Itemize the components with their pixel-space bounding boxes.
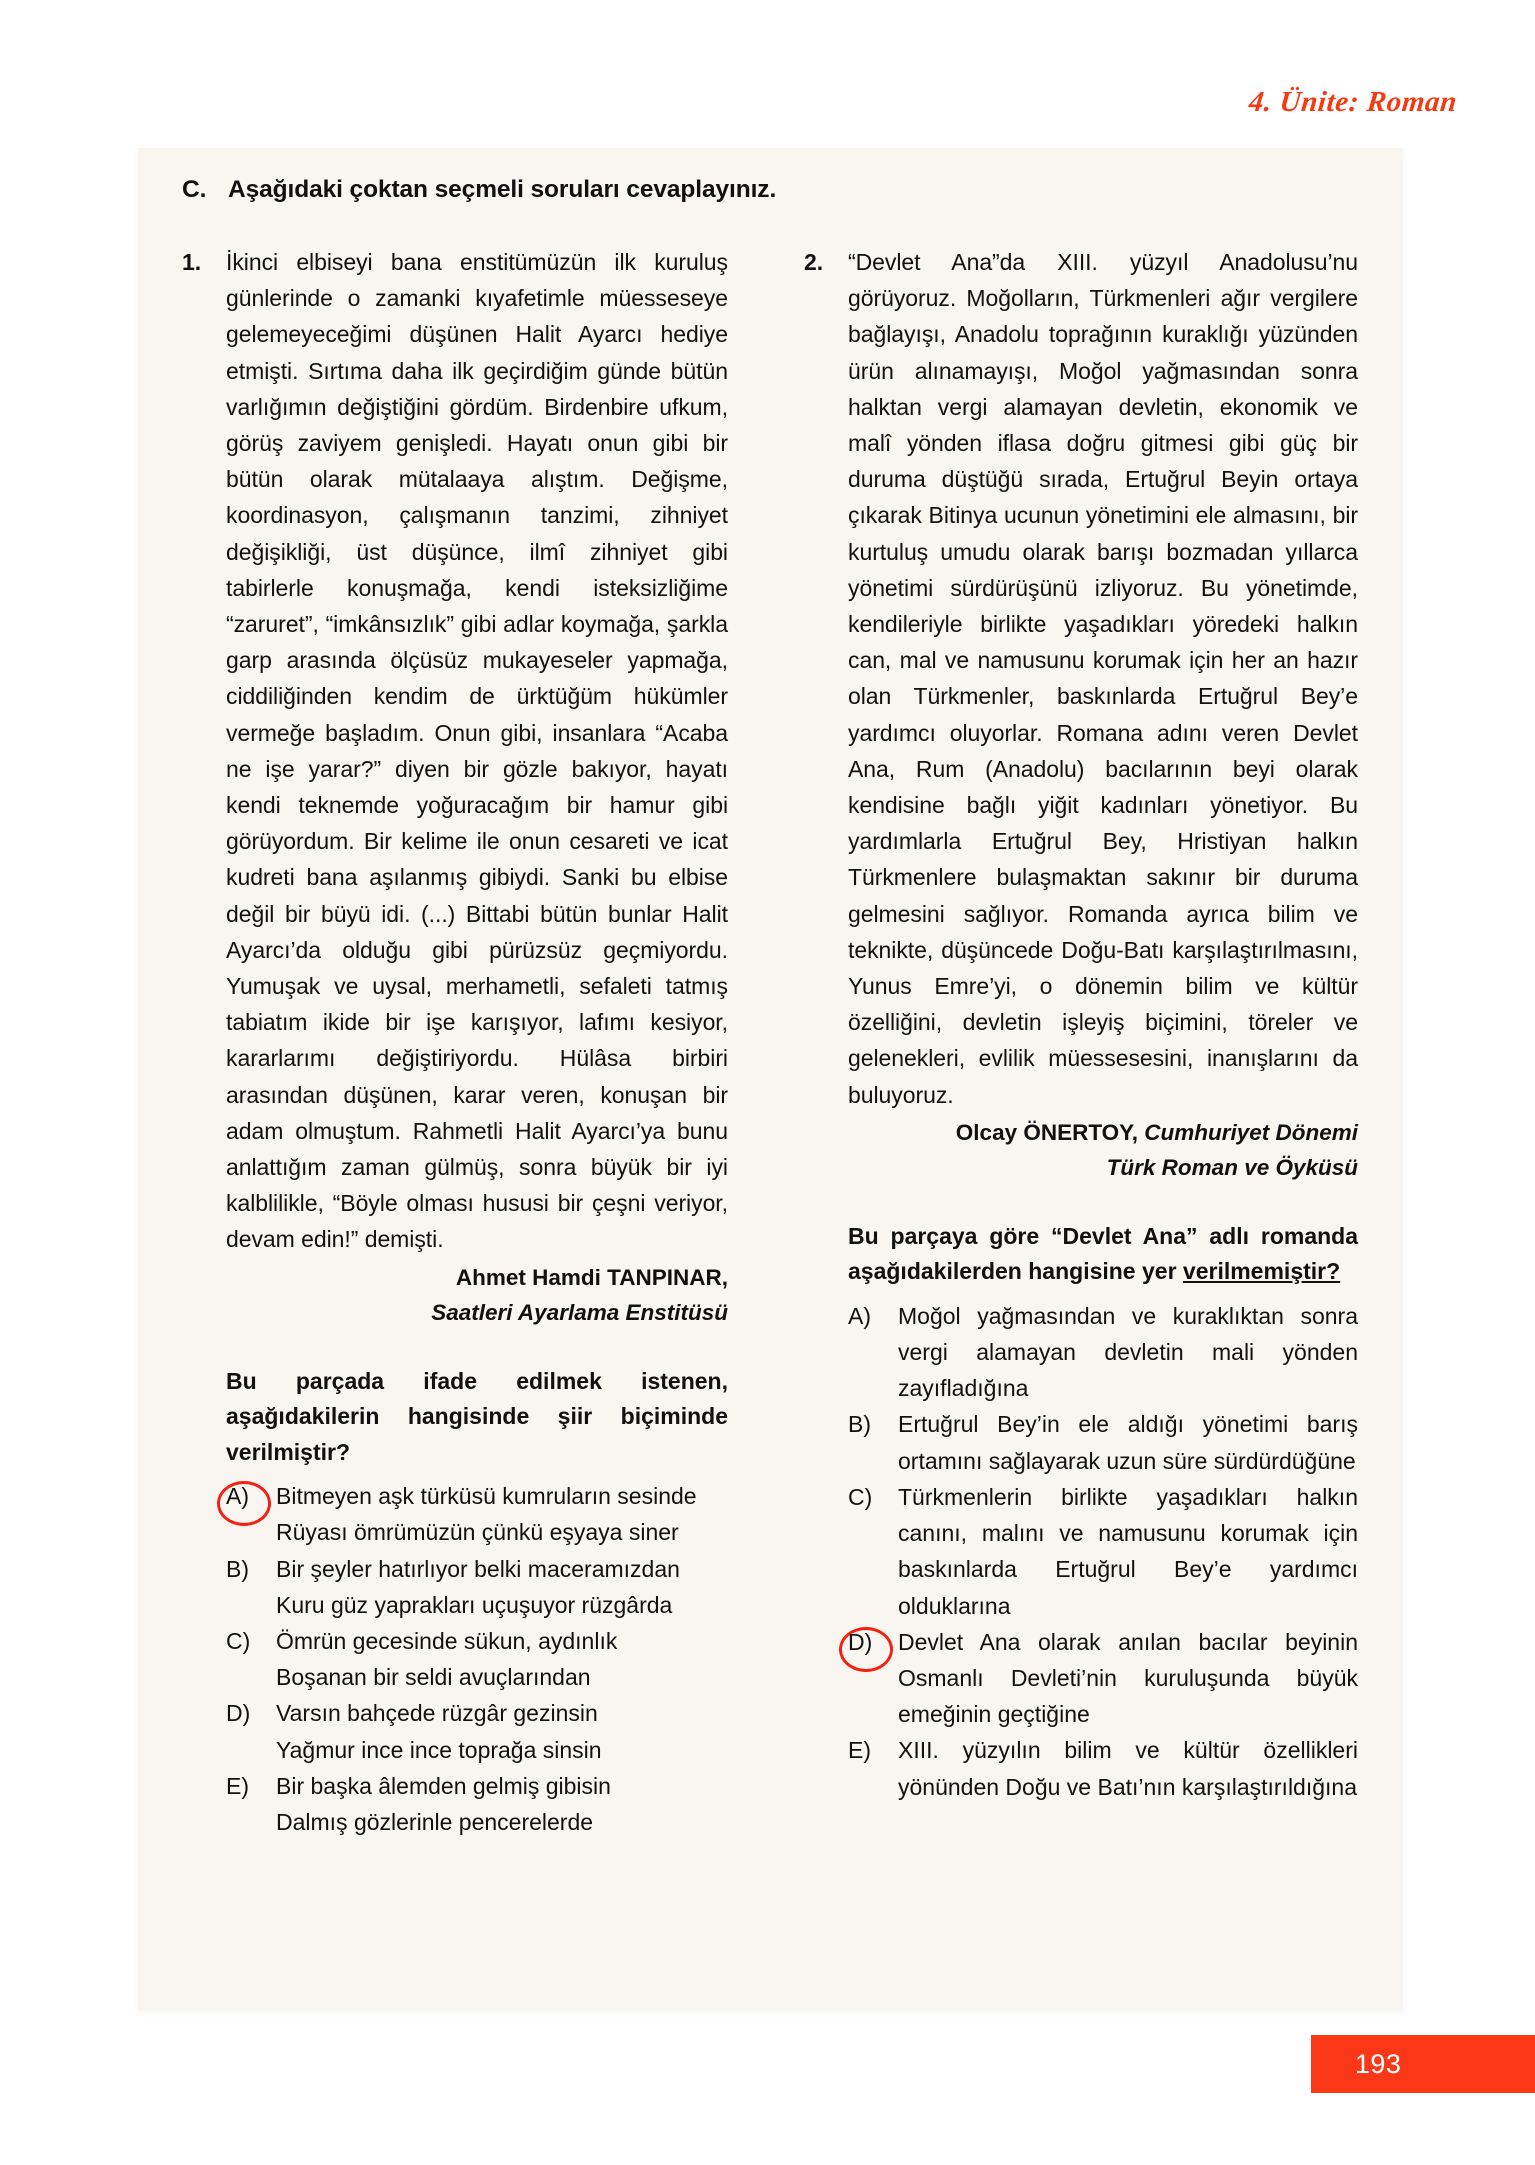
question-2-option-a[interactable] [848,1298,1358,1407]
option-key-e[interactable] [226,1768,276,1840]
option-b-line-1: Bir şeyler hatırlıyor belki maceramızdan [276,1555,680,1582]
question-1-option-d[interactable] [226,1695,728,1767]
option-a-text: Moğol yağmasından ve kuraklıktan sonra vergi alamayan devletin mali yönden zayıfladığına [898,1302,1358,1402]
option-b-text: Ertuğrul Bey’in ele aldığı yönetimi barış ortamını sağlayarak uzun süre sürdürdüğüne [898,1411,1358,1474]
question-1-options [226,1478,728,1840]
question-2-option-c[interactable] [848,1479,1358,1624]
option-b-text [276,1551,728,1623]
option-key-label: E) [226,1772,249,1799]
option-key-c[interactable] [226,1623,276,1695]
question-2-option-d[interactable] [848,1624,1358,1733]
question-2-option-e[interactable] [848,1732,1358,1804]
option-a-line-1: Bitmeyen aşk türküsü kumruların sesinde [276,1483,697,1510]
option-key-b[interactable] [226,1551,276,1623]
question-2-options [848,1298,1358,1805]
option-key-label: A) [226,1483,249,1510]
option-key-a[interactable] [848,1298,898,1407]
option-e-line-1: Bir başka âlemden gelmiş gibisin [276,1772,611,1799]
page-number-badge: 193 [1311,2035,1535,2093]
option-b-line-2: Kuru güz yaprakları uçuşuyor rüzgârda [276,1591,673,1618]
question-1-number: 1. [182,249,202,275]
question-1 [182,244,728,1840]
question-1-passage: İkinci elbiseyi bana enstitümüzün ilk kuruluş günlerinde o zamanki kıyafetimle müesseseye gelemeyeceğimi düşünen Halit Ayarcı hediye etmişti. Sırtıma daha ilk geçirdiğim günde bütün varlığımın değiştiğini gördüm. Birdenbire ufkum, görüş zaviyem genişledi. Hayatı onun gibi bir bütün olarak mütalaaya alıştım. Değişme, koordinasyon, çalışmanın tanzimi, zihniyet değişikliği, üst düşünce, ilmî zihniyet gibi tabirlerle konuşmağa, kendi isteksizliğime “zaruret”, “imkânsızlık” gibi adlar koymağa, şarkla garp arasında ölçüsüz mukayeseler yapmağa, ciddiliğinden kendim de ürktüğüm hükümler vermeğe başladım. Onun gibi, insanlara “Acaba ne işe yarar?” diyen bir gözle bakıyor, hayatı kendi teknemde yoğuracağım bir hamur gibi görüyordum. Bir kelime ile onun cesareti ve icat kudreti bana aşılanmış gibiydi. Sanki bu elbise değil bir büyü idi. (...) Bittabi bütün bunlar Halit Ayarcı’da olduğu gibi pürüzsüz geçmiyordu. Yumuşak ve uysal, merhametli, sefaleti tatmış tabiatım ikide bir işe karışıyor, lafımı kesiyor, kararlarımı değiştiriyordu. Hülâsa birbiri arasından düşünen, karar veren, konuşan bir adam olmuştum. Rahmetli Halit Ayarcı’ya bunu anlattığım zaman gülmüş, sonra büyük bir iyi kalblilikle, “Böyle olması hususi bir çeşni veriyor, devam edin!” demişti. [226,249,728,1253]
option-a-line-2: Rüyası ömrümüzün çünkü eşyaya siner [276,1519,679,1546]
option-key-label: C) [226,1628,251,1654]
option-key-label: A) [848,1302,871,1329]
column-right [770,244,1402,1840]
option-key-d[interactable] [226,1695,276,1767]
option-e-line-2: Dalmış gözlerinle pencerelerde [276,1809,594,1836]
question-1-option-c[interactable] [226,1623,728,1695]
section-title: Aşağıdaki çoktan seçmeli soruları cevaplayınız. [228,176,777,203]
option-c-text: Türkmenlerin birlikte yaşadıkları halkın canını, malını ve namusunu korumak için baskınlarda Ertuğrul Bey’e yardımcı olduklarına [898,1483,1358,1619]
option-key-c[interactable] [848,1479,898,1624]
question-2-option-b[interactable] [848,1406,1358,1478]
option-key-b[interactable] [848,1406,898,1478]
question-2-attribution [848,1115,1358,1185]
option-key-label: D) [848,1628,873,1655]
question-2-number: 2. [804,249,824,275]
option-key-label: B) [226,1555,249,1582]
question-1-work: Saatleri Ayarlama Enstitüsü [431,1299,728,1325]
section-letter: C. [182,176,207,203]
section-heading [182,176,776,204]
question-2-stem-text: Bu parçaya göre “Devlet Ana” adlı romanda aşağıdakilerden hangisine yer [848,1222,1358,1285]
option-key-e[interactable] [848,1732,898,1804]
question-2-author: Olcay ÖNERTOY, [955,1119,1138,1145]
option-key-label: E) [848,1737,871,1764]
question-2 [804,244,1358,1805]
question-1-attribution [226,1260,728,1330]
question-2-work-part-2: Türk Roman ve Öyküsü [1106,1154,1358,1180]
two-column-body [138,244,1403,1840]
option-c-line-1: Ömrün gecesinde sükun, aydınlık [276,1628,618,1654]
option-d-line-1: Varsın bahçede rüzgâr gezinsin [276,1700,598,1727]
question-2-stem [848,1219,1358,1290]
content-panel [138,148,1403,2010]
unit-running-header: 4. Ünite: Roman [1247,86,1459,118]
question-2-stem-underlined: verilmemiştir? [1182,1258,1341,1285]
question-1-option-b[interactable] [226,1551,728,1623]
option-c-text [276,1623,728,1695]
question-1-stem: Bu parçada ifade edilmek istenen, aşağıdakilerin hangisinde şiir biçiminde verilmiştir? [226,1367,728,1465]
option-key-label: C) [848,1483,873,1510]
option-e-text [276,1768,728,1840]
option-d-text [276,1695,728,1767]
option-key-a[interactable] [226,1478,276,1550]
option-d-text: Devlet Ana olarak anılan bacılar beyinin Osmanlı Devleti’nin kuruluşunda büyük emeğinin geçtiğine [898,1628,1358,1728]
question-1-author: Ahmet Hamdi TANPINAR, [455,1264,728,1290]
option-c-line-2: Boşanan bir seldi avuçlarından [276,1664,591,1691]
question-2-passage: “Devlet Ana”da XIII. yüzyıl Anadolusu’nu görüyoruz. Moğolların, Türkmenleri ağır vergilere bağlayışı, Anadolu toprağının kuraklığı yüzünden ürün alınamayışı, Moğol yağmasından sonra halktan vergi alamayan devletin, ekonomik ve malî yönden iflasa doğru gitmesi gibi güç bir duruma düştüğü sırada, Ertuğrul Beyin ortaya çıkarak Bitinya ucunun yönetimini ele almasını, bir kurtuluş umudu olarak barışı bozmadan yıllarca yönetimi sürdürüşünü izliyoruz. Bu yönetimde, kendileriyle birlikte yaşadıkları yöredeki halkın can, mal ve namusunu korumak için her an hazır olan Türkmenler, baskınlarda Ertuğrul Bey’e yardımcı oluyorlar. Romana adını veren Devlet Ana, Rum (Anadolu) bacılarının beyi olarak kendisine bağlı yiğit kadınları yönetiyor. Bu yardımlarla Ertuğrul Bey, Hristiyan halkın Türkmenlere bulaşmaktan sakınır bir duruma gelmesini sağlıyor. Romanda ayrıca bilim ve teknikte, düşüncede Doğu-Batı karşılaştırılmasını, Yunus Emre’yi, o dönemin bilim ve kültür özelliğini, devletin işleyiş biçimini, töreler ve gelenekleri, evlilik müessesesini, inanışlarını da buluyoruz. [848,249,1358,1108]
option-key-d[interactable] [848,1624,898,1733]
option-a-text [276,1478,728,1550]
option-d-line-2: Yağmur ince ince toprağa sinsin [276,1736,602,1763]
column-left [138,244,770,1840]
question-1-option-e[interactable] [226,1768,728,1840]
question-2-work-part-1: Cumhuriyet Dönemi [1144,1119,1358,1145]
option-key-label: B) [848,1411,871,1438]
option-key-label: D) [226,1700,251,1727]
option-e-text: XIII. yüzyılın bilim ve kültür özellikleri yönünden Doğu ve Batı’nın karşılaştırıldığına [898,1737,1358,1800]
question-1-option-a[interactable] [226,1478,728,1550]
